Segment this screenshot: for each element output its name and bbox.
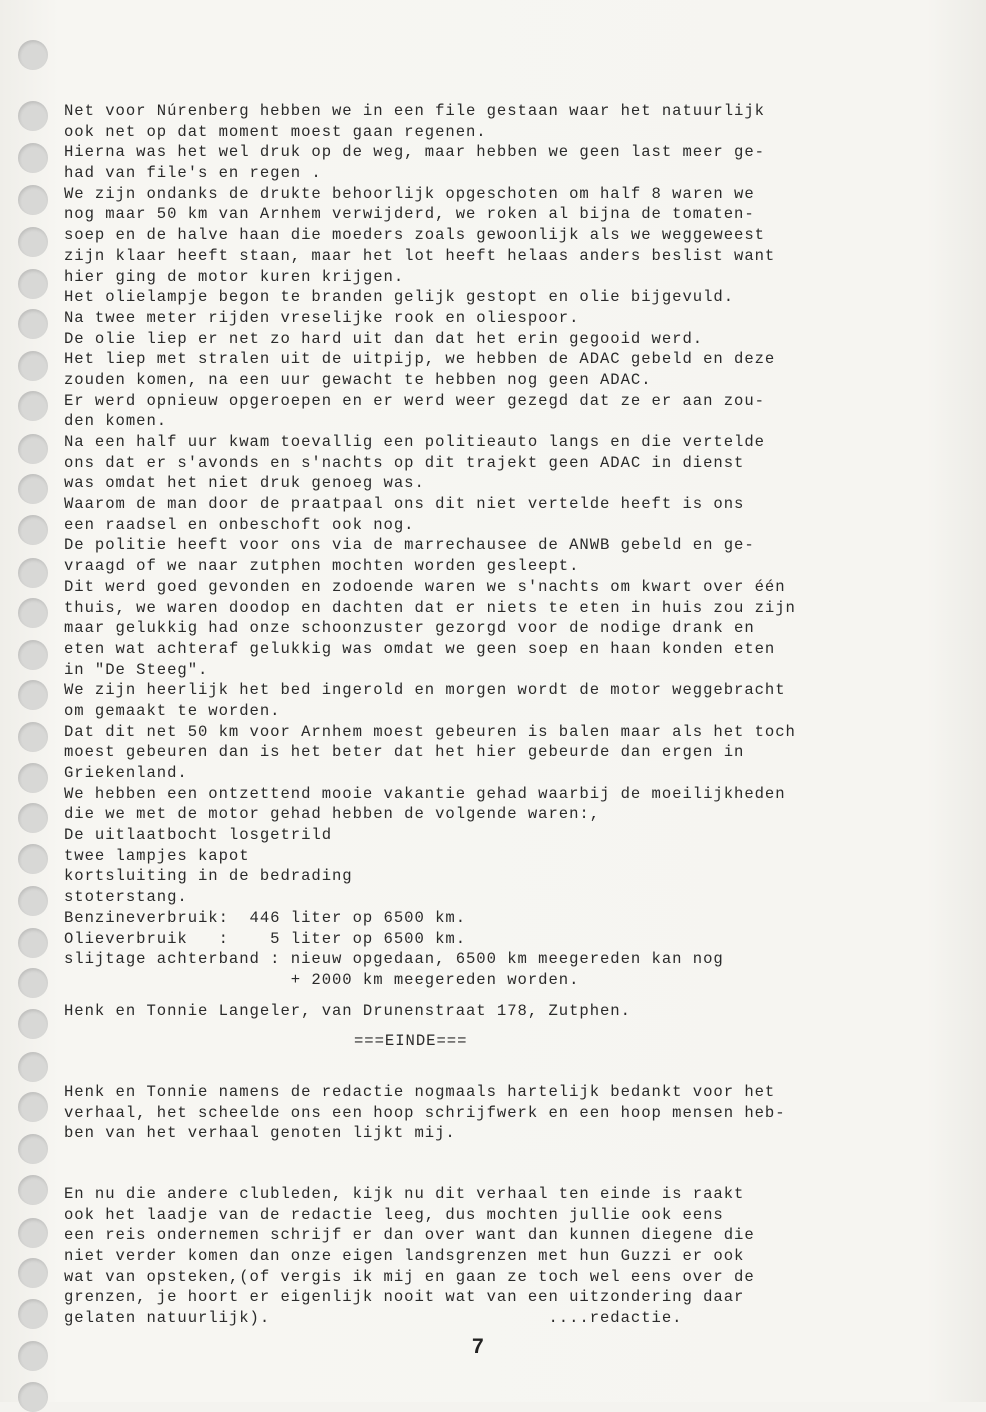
text-line: Dit werd goed gevonden en zodoende waren we s'nachts om kwart over één: [64, 577, 786, 596]
text-line: in "De Steeg".: [64, 660, 209, 679]
text-line: Net voor Núrenberg hebben we in een file gestaan waar het natuurlijk: [64, 102, 765, 120]
text-line: Het liep met stralen uit de uitpijp, we hebben de ADAC gebeld en deze: [64, 350, 776, 369]
binder-hole: [18, 434, 48, 464]
binder-hole: [18, 1299, 48, 1329]
text-line: We zijn ondanks de drukte behoorlijk opgeschoten om half 8 waren we: [64, 184, 755, 203]
text-line: De politie heeft voor ons via de marrechausee de ANWB gebeld en ge-: [64, 536, 755, 555]
text-line: Benzineverbruik: 446 liter op 6500 km.: [64, 908, 467, 927]
binder-hole: [18, 1218, 48, 1248]
binder-hole: [18, 227, 48, 257]
binder-hole: [18, 1052, 48, 1082]
text-line: ben van het verhaal genoten lijkt mij.: [64, 1124, 456, 1143]
text-line: was omdat het niet druk genoeg was.: [64, 474, 425, 493]
binder-hole: [18, 351, 48, 381]
text-line: een raadsel en onbeschoft ook nog.: [64, 515, 415, 534]
binder-hole: [18, 1258, 48, 1288]
binder-hole: [18, 1175, 48, 1205]
text-line: kortsluiting in de bedrading: [64, 867, 353, 886]
text-line: + 2000 km meegereden worden.: [64, 970, 580, 989]
binder-hole: [18, 185, 48, 215]
text-line: had van file's en regen .: [64, 164, 322, 183]
text-line: eten wat achteraf gelukkig was omdat we geen soep en haan konden eten: [64, 639, 776, 658]
text-line: De uitlaatbocht losgetrild: [64, 826, 333, 845]
text-line: om gemaakt te worden.: [64, 701, 281, 720]
binder-hole: [18, 763, 48, 793]
text-line: Waarom de man door de praatpaal ons dit niet vertelde heeft is ons: [64, 495, 745, 514]
binder-hole: [18, 1092, 48, 1122]
text-line: Na twee meter rijden vreselijke rook en oliespoor.: [64, 308, 580, 327]
spacer: [64, 991, 964, 1001]
text-line: Dat dit net 50 km voor Arnhem moest gebeuren is balen maar als het toch: [64, 722, 796, 741]
text-line: hier ging de motor kuren krijgen.: [64, 267, 405, 286]
text-line: ===EINDE===: [354, 1032, 468, 1051]
page-number: 7: [472, 1335, 484, 1358]
document-body: [64, 101, 964, 1329]
binder-hole: [18, 143, 48, 173]
binder-hole: [18, 1134, 48, 1164]
text-line: moest gebeuren dan is het beter dat het hier gebeurde dan ergen in: [64, 743, 745, 762]
spacer: [64, 1174, 964, 1184]
binder-hole: [18, 722, 48, 752]
text-line: We hebben een ontzettend mooie vakantie gehad waarbij de moeilijkheden: [64, 784, 786, 803]
binder-hole: [18, 1382, 48, 1412]
text-line: Olieverbruik : 5 liter op 6500 km.: [64, 929, 467, 948]
text-line: We zijn heerlijk het bed ingerold en morgen wordt de motor weggebracht: [64, 681, 786, 700]
binder-hole: [18, 928, 48, 958]
text-line: een reis ondernemen schrijf er dan over want dan kunnen diegene die: [64, 1226, 755, 1245]
spacer: [64, 1021, 964, 1031]
binder-hole: [18, 844, 48, 874]
text-line: thuis, we waren doodop en dachten dat er niets te eten in huis zou zijn: [64, 598, 796, 617]
binder-hole: [18, 269, 48, 299]
binder-hole: [18, 640, 48, 670]
text-line: grenzen, je hoort er eigenlijk nooit wat van een uitzondering daar: [64, 1288, 745, 1307]
text-line: wat van opsteken,(of vergis ik mij en gaan ze toch wel eens over de: [64, 1267, 755, 1286]
text-line: gelaten natuurlijk). ....redactie.: [64, 1309, 683, 1328]
binder-hole: [18, 101, 48, 131]
binder-hole: [18, 598, 48, 628]
binder-hole: [18, 1341, 48, 1371]
binder-hole: [18, 558, 48, 588]
text-line: soep en de halve haan die moeders zoals gewoonlijk als we weggeweest: [64, 226, 765, 245]
binder-hole: [18, 515, 48, 545]
binder-hole: [18, 40, 48, 70]
text-line: maar gelukkig had onze schoonzuster gezorgd voor de nodige drank en: [64, 619, 755, 638]
text-line: zijn klaar heeft staan, maar het lot heeft helaas anders beslist want: [64, 246, 776, 265]
text-line: verhaal, het scheelde ons een hoop schrijfwerk en een hoop mensen heb-: [64, 1103, 786, 1122]
text-line: Henk en Tonnie namens de redactie nogmaals hartelijk bedankt voor het: [64, 1082, 776, 1101]
text-line: ook het laadje van de redactie leeg, dus mochten jullie ook eens: [64, 1205, 724, 1224]
binder-holes: [18, 0, 52, 1402]
text-line: nog maar 50 km van Arnhem verwijderd, we roken al bijna de tomaten-: [64, 205, 755, 224]
binder-hole: [18, 474, 48, 504]
text-line: Na een half uur kwam toevallig een politieauto langs en die vertelde: [64, 433, 765, 451]
text-line: Griekenland.: [64, 764, 188, 782]
binder-hole: [18, 309, 48, 339]
binder-hole: [18, 968, 48, 998]
text-line: ons dat er s'avonds en s'nachts op dit trajekt geen ADAC in dienst: [64, 453, 745, 472]
binder-hole: [18, 803, 48, 833]
binder-hole: [18, 1009, 48, 1039]
binder-hole: [18, 886, 48, 916]
text-line: die we met de motor gehad hebben de volgende waren:,: [64, 805, 601, 824]
text-line: den komen.: [64, 412, 168, 431]
binder-hole: [18, 391, 48, 421]
text-line: De olie liep er net zo hard uit dan dat het erin gegooid werd.: [64, 329, 704, 348]
text-line: stoterstang.: [64, 888, 188, 907]
text-line: Henk en Tonnie Langeler, van Drunenstraat 178, Zutphen.: [64, 1001, 631, 1020]
spacer: [64, 1052, 964, 1082]
text-line: Het olielampje begon te branden gelijk gestopt en olie bijgevuld.: [64, 288, 735, 307]
text-line: twee lampjes kapot: [64, 846, 250, 865]
text-line: Hierna was het wel druk op de weg, maar hebben we geen last meer ge-: [64, 143, 765, 162]
binder-hole: [18, 680, 48, 710]
spacer: [64, 1144, 964, 1174]
text-line: zouden komen, na een uur gewacht te hebben nog geen ADAC.: [64, 370, 652, 389]
text-line: vraagd of we naar zutphen mochten worden gesleept.: [64, 557, 580, 576]
text-line: ook net op dat moment moest gaan regenen.: [64, 122, 487, 141]
text-line: Er werd opnieuw opgeroepen en er werd weer gezegd dat ze er aan zou-: [64, 391, 765, 410]
text-line: slijtage achterband : nieuw opgedaan, 6500 km meegereden kan nog: [64, 950, 724, 969]
text-line: En nu die andere clubleden, kijk nu dit verhaal ten einde is raakt: [64, 1185, 745, 1203]
text-line: niet verder komen dan onze eigen landsgrenzen met hun Guzzi er ook: [64, 1247, 745, 1266]
